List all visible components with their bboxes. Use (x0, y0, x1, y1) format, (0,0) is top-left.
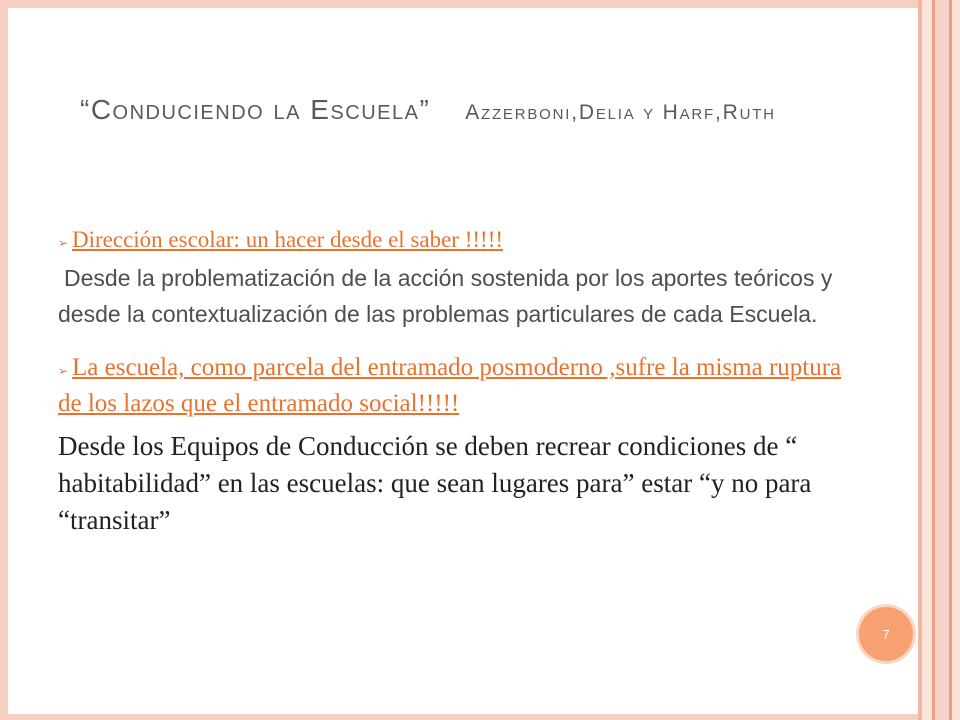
bullet-link-escuela[interactable] (58, 350, 858, 422)
slide-frame-top (0, 0, 928, 8)
page-number: 7 (882, 626, 890, 642)
slide-frame-left (0, 0, 8, 720)
bullet-item (58, 350, 858, 422)
page-number-badge (859, 607, 913, 661)
slide-title-main: “Conduciendo la Escuela” (80, 94, 431, 125)
side-stripe (922, 0, 932, 720)
side-stripe (952, 0, 960, 720)
bullet-body-text: Desde los Equipos de Conducción se deben recrear condiciones de “ habitabilidad” en las escuelas: que sean lugares para” estar “y no para “transitar” (58, 431, 812, 535)
slide-title (80, 92, 840, 131)
side-stripe (935, 0, 949, 720)
bullet-item (58, 222, 858, 258)
bullet-link-direccion[interactable]: Dirección escolar: un hacer desde el saber !!!!! (72, 227, 504, 252)
bullet-body-text: Desde la problematización de la acción sostenida por los aportes teóricos y desde la contextualización de las problemas particulares de cada Escuela. (58, 265, 833, 327)
slide-content (58, 222, 858, 539)
bullet-link-text: La escuela, como parcela del entramado posmoderno ,sufre la misma ruptura de los lazos que el entramado social!!!!! (58, 354, 842, 417)
slide-frame-bottom (0, 714, 928, 720)
slide-title-authors: Azzerboni,Delia y Harf,Ruth (465, 101, 776, 124)
arrow-bullet-icon: ➢ (58, 236, 69, 250)
arrow-bullet-icon: ➢ (58, 364, 69, 378)
